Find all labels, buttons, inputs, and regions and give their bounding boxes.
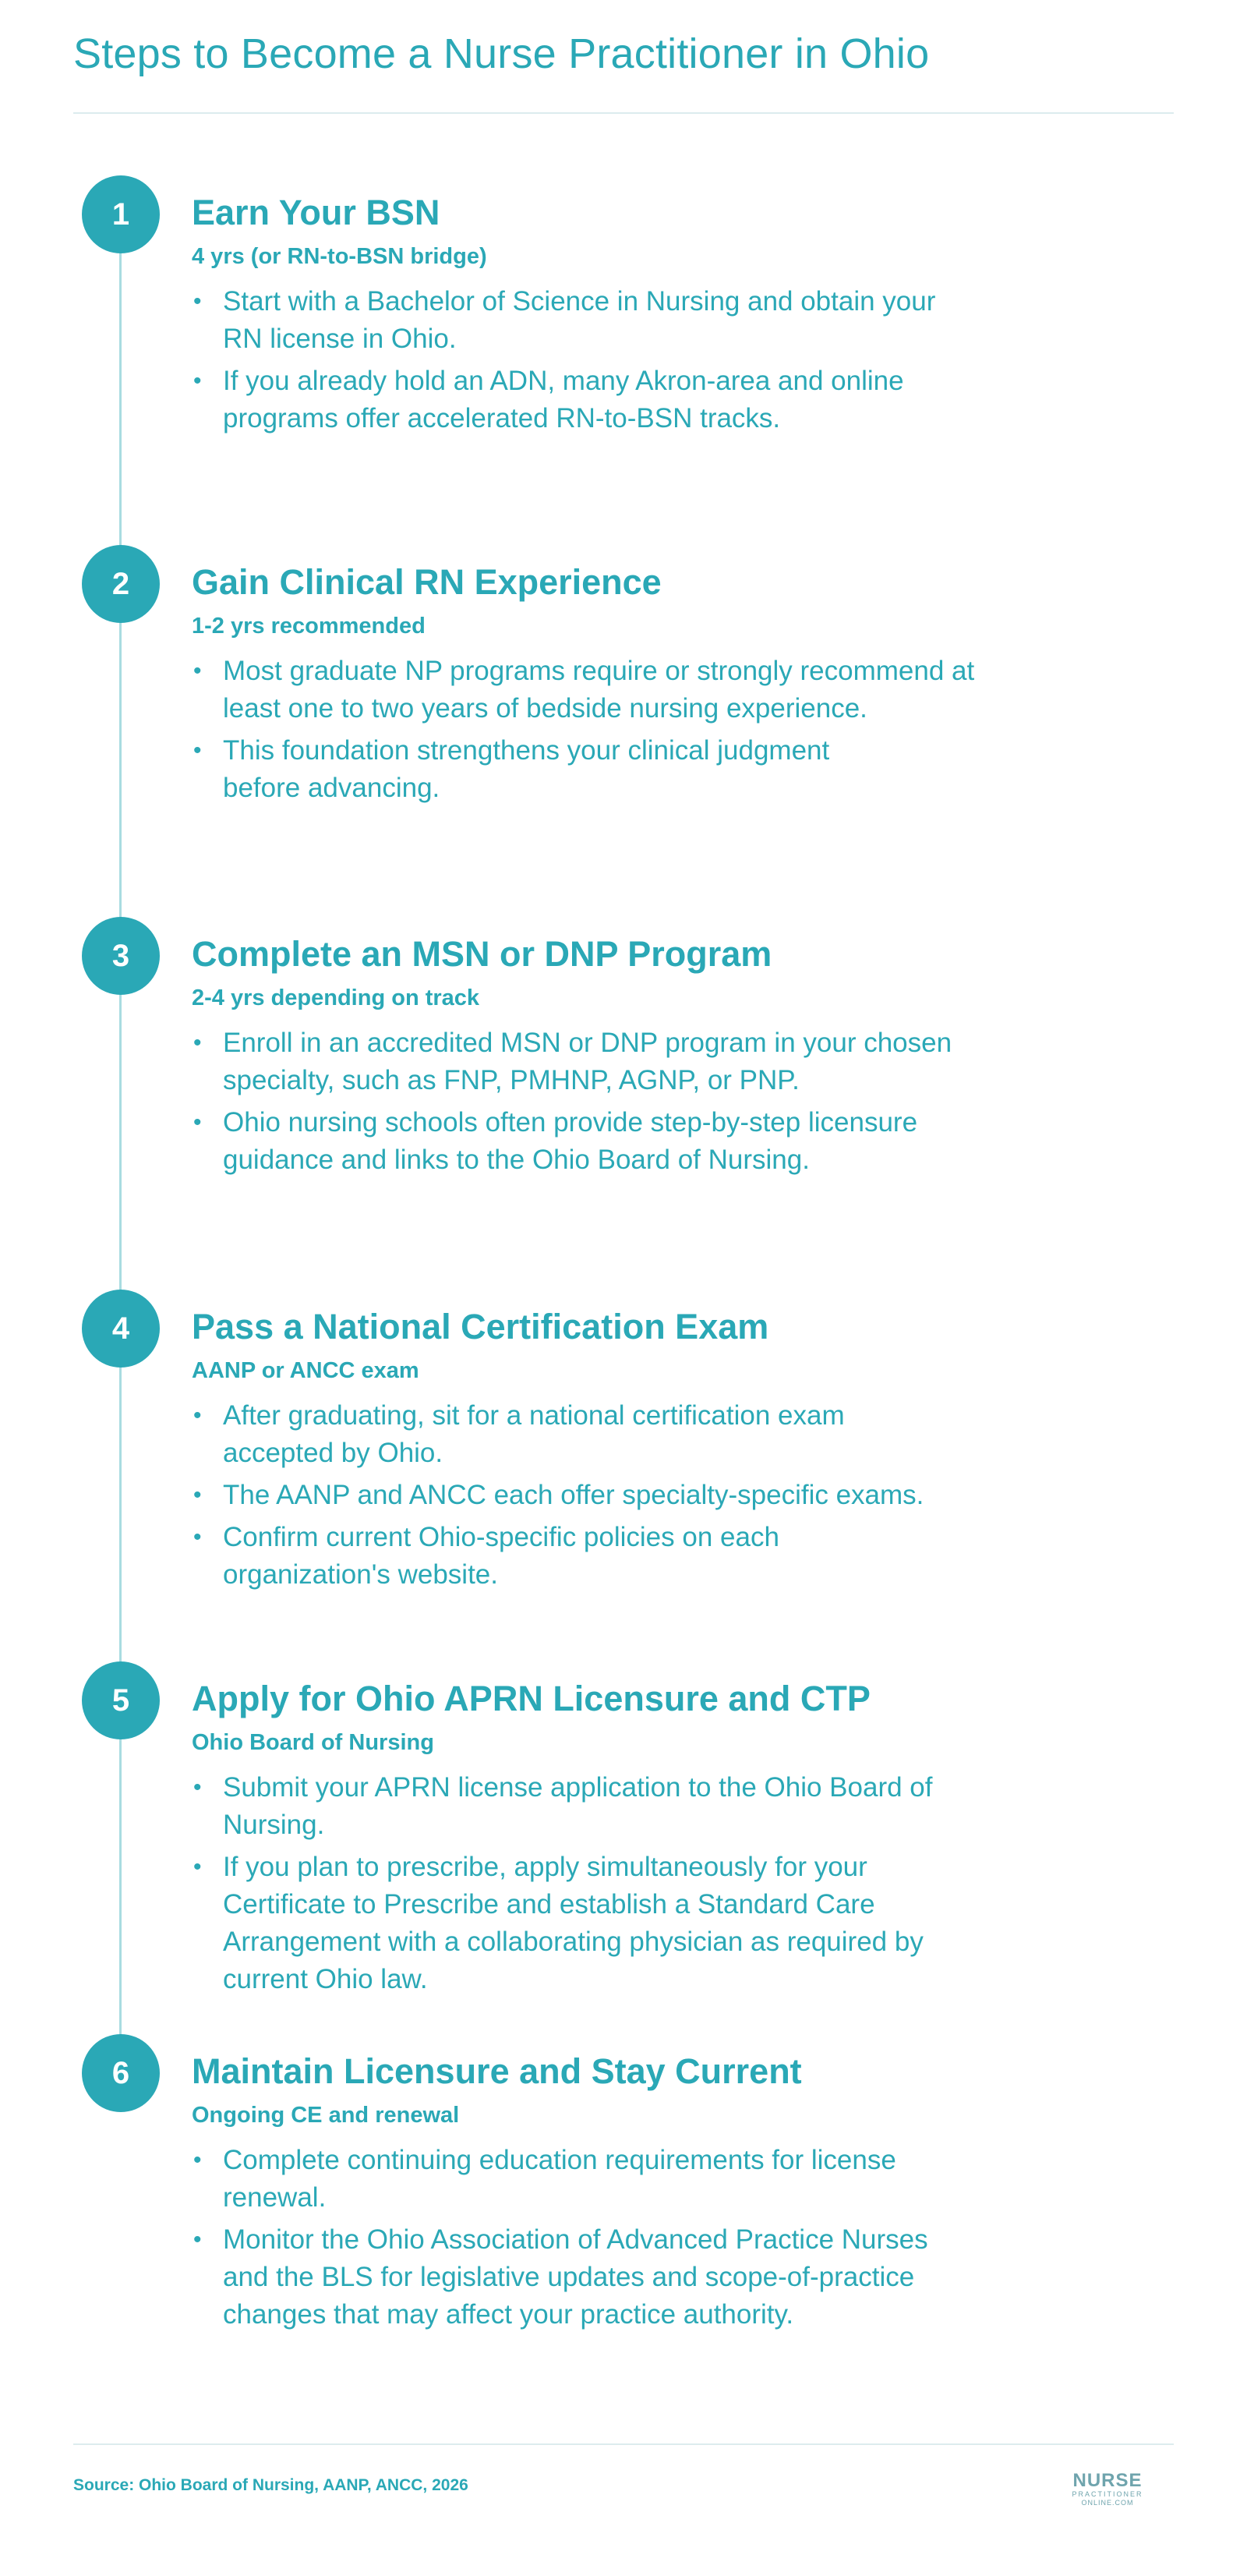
step-subtitle: 1-2 yrs recommended [192,614,426,639]
step-title: Complete an MSN or DNP Program [192,934,772,974]
step-bullet-list [192,1024,971,1184]
logo-line-1: NURSE [1072,2470,1143,2491]
bullet-text: Confirm current Ohio-specific policies on each organization's website. [223,1522,779,1590]
step-number-badge: 6 [82,2034,160,2112]
bullet-text: After graduating, sit for a national certification exam accepted by Ohio. [223,1400,845,1468]
step-bullet-list [192,1769,971,2003]
step-title: Maintain Licensure and Stay Current [192,2051,802,2091]
bullet-text: Most graduate NP programs require or strongly recommend at least one to two years of bedside nursing experience. [223,656,975,724]
bullet-item [192,732,909,807]
bullet-text: Enroll in an accredited MSN or DNP program in your chosen specialty, such as FNP, PMHNP, AGNP, or PNP. [223,1028,952,1095]
page-title: Steps to Become a Nurse Practitioner in Ohio [73,30,930,77]
source-note: Source: Ohio Board of Nursing, AANP, ANCC, 2026 [73,2476,468,2494]
bullet-dot-icon: • [193,658,202,684]
bullet-item [192,1104,924,1179]
bullet-dot-icon: • [193,738,202,763]
bullet-dot-icon: • [193,1030,202,1056]
bullet-text: Submit your APRN license application to the Ohio Board of Nursing. [223,1772,933,1840]
bullet-item [192,2221,971,2334]
bullet-dot-icon: • [193,1775,202,1800]
bullet-item [192,363,971,437]
step-bullet-list [192,653,1002,812]
step-bullet-list [192,283,971,442]
bullet-item [192,283,971,358]
bullet-item [192,1397,940,1472]
step-bullet-list [192,2142,971,2338]
step-subtitle: Ohio Board of Nursing [192,1730,434,1755]
bullet-item [192,1477,1018,1514]
step-number-badge: 4 [82,1290,160,1368]
bullet-item [192,653,1002,727]
logo-line-2: PRACTITIONER [1072,2490,1143,2498]
bullet-text: Start with a Bachelor of Science in Nursing and obtain your RN license in Ohio. [223,286,936,354]
timeline-line [119,217,122,2091]
step-subtitle: AANP or ANCC exam [192,1358,419,1383]
bullet-item [192,1519,909,1594]
step-number-badge: 3 [82,917,160,995]
bullet-item [192,1769,971,1844]
step-subtitle: 4 yrs (or RN-to-BSN bridge) [192,244,487,269]
step-title: Gain Clinical RN Experience [192,562,662,602]
header-divider [73,112,1174,114]
bullet-dot-icon: • [193,368,202,394]
bullet-text: If you already hold an ADN, many Akron-area and online programs offer accelerated RN-to-BSN tracks. [223,366,904,433]
bullet-dot-icon: • [193,1524,202,1550]
bullet-text: If you plan to prescribe, apply simultaneously for your Certificate to Prescribe and establish a Standard Care Arrangement with a collaborating physician as required by current Ohio law. [223,1852,924,1994]
bullet-dot-icon: • [193,2227,202,2252]
step-subtitle: 2-4 yrs depending on track [192,985,480,1010]
step-number-badge: 5 [82,1661,160,1739]
footer-divider [73,2443,1174,2445]
bullet-dot-icon: • [193,1854,202,1880]
step-title: Pass a National Certification Exam [192,1307,769,1346]
bullet-text: This foundation strengthens your clinical judgment before advancing. [223,735,830,803]
bullet-text: Ohio nursing schools often provide step-by-step licensure guidance and links to the Ohio Board of Nursing. [223,1107,918,1175]
step-number-badge: 1 [82,175,160,253]
bullet-dot-icon: • [193,288,202,314]
bullet-dot-icon: • [193,1482,202,1508]
bullet-text: Monitor the Ohio Association of Advanced Practice Nurses and the BLS for legislative updates and scope-of-practice changes that may affect your practice authority. [223,2224,928,2330]
bullet-text: The AANP and ANCC each offer specialty-specific exams. [223,1480,924,1510]
bullet-item [192,1849,987,1998]
bullet-item [192,1024,971,1099]
brand-logo [1065,2472,1150,2507]
logo-line-3: ONLINE.COM [1081,2499,1134,2507]
bullet-item [192,2142,971,2217]
step-title: Apply for Ohio APRN Licensure and CTP [192,1679,871,1718]
bullet-dot-icon: • [193,2147,202,2173]
bullet-text: Complete continuing education requirements for license renewal. [223,2145,896,2213]
bullet-dot-icon: • [193,1403,202,1428]
step-title: Earn Your BSN [192,193,440,232]
bullet-dot-icon: • [193,1109,202,1135]
step-number-badge: 2 [82,545,160,623]
step-bullet-list [192,1397,1018,1598]
step-subtitle: Ongoing CE and renewal [192,2103,460,2128]
